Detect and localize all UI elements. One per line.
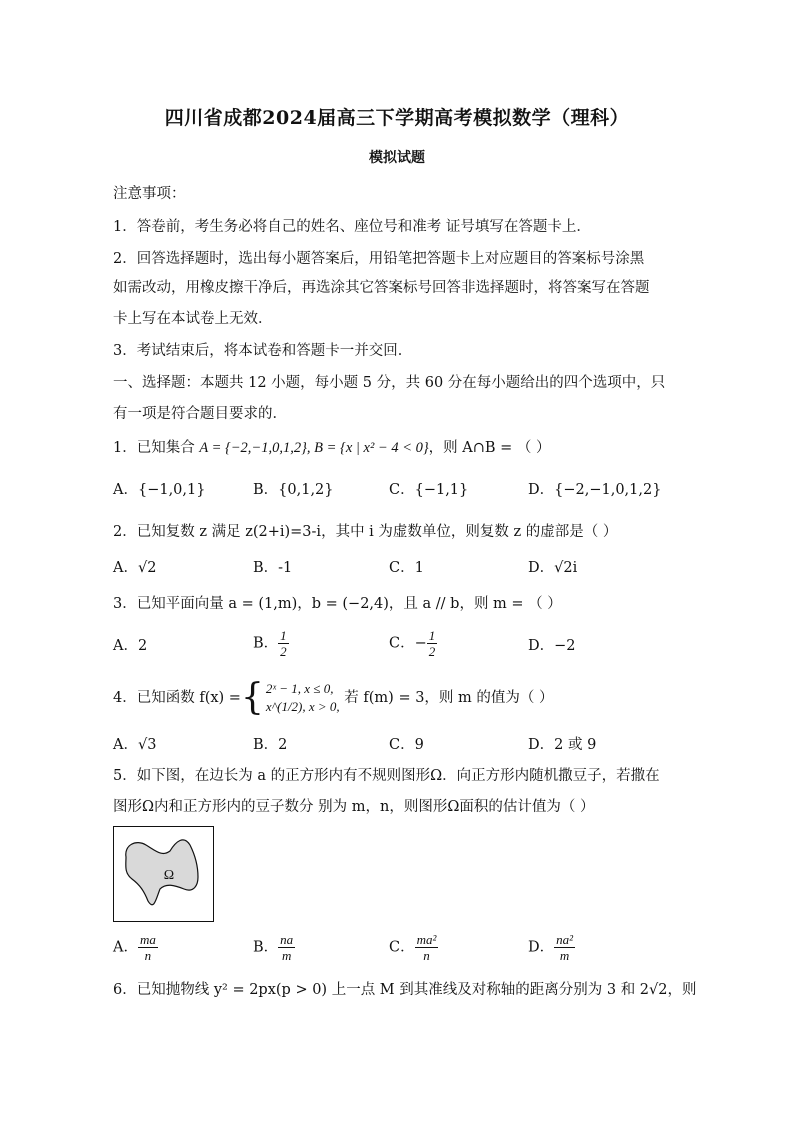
- question-3-stem: 3．已知平面向量 a = (1,m)，b = (−2,4)，且 a // b，则 m = （ ）: [113, 596, 562, 612]
- notice-heading: 注意事项：: [113, 186, 186, 202]
- q2-option-a: A．√2: [113, 560, 157, 576]
- q5-option-b-fraction: [278, 932, 295, 963]
- q4-piecewise-brace: {: [240, 677, 264, 718]
- q4-case-2: x^(1/2), x > 0,: [265, 699, 340, 714]
- section-heading-b: 有一项是符合题目要求的．: [113, 406, 287, 422]
- q1-option-c: C．{−1,1}: [389, 482, 469, 498]
- q3-option-c: [389, 628, 437, 659]
- q1-option-a: A．{−1,0,1}: [113, 482, 206, 498]
- q1-prefix: 1．已知集合: [113, 440, 200, 456]
- q5-square-figure: [113, 826, 214, 922]
- q5-omega-label: Ω: [163, 868, 175, 883]
- q5-b-numerator: na: [280, 932, 294, 947]
- q5-option-d: [528, 932, 575, 963]
- q2-option-c: C．1: [389, 560, 424, 576]
- exam-title: 四川省成都2024届高三下学期高考模拟数学（理科）: [164, 107, 630, 129]
- q2-option-b: B．-1: [253, 560, 293, 576]
- q5-option-c-label: C．: [389, 939, 415, 956]
- q4-prefix: 4．已知函数 f(x) =: [113, 690, 241, 706]
- q5-option-c-fraction: [415, 932, 439, 963]
- q5-a-numerator: ma: [139, 932, 156, 947]
- exam-subtitle: 模拟试题: [369, 150, 425, 166]
- q4-option-d: D．2 或 9: [528, 737, 597, 753]
- notice-item-2c: 卡上写在本试卷上无效．: [113, 311, 273, 327]
- question-4-stem: [113, 677, 554, 719]
- q5-c-denominator: n: [423, 948, 430, 963]
- q3-option-a: A．2: [113, 638, 148, 654]
- q4-piecewise-cases: [266, 680, 340, 716]
- question-1-stem: [113, 438, 551, 458]
- question-2-stem: 2．已知复数 z 满足 z(2+i)=3-i，其中 i 为虚数单位，则复数 z 的虚部是（ ）: [113, 524, 618, 540]
- q3-option-b: [253, 628, 289, 659]
- q5-d-numerator: na²: [556, 932, 574, 947]
- q1-suffix: ，则 A∩B = （ ）: [428, 440, 551, 456]
- q4-option-b: B．2: [253, 737, 288, 753]
- q5-c-numerator: ma²: [416, 932, 437, 947]
- q5-option-b-label: B．: [253, 939, 279, 956]
- q5-option-a-fraction: [138, 932, 158, 963]
- q3-c-numerator: 1: [428, 628, 436, 643]
- notice-item-1: 1．答卷前，考生务必将自己的姓名、座位号和准考 证号填写在答题卡上．: [113, 219, 591, 235]
- q3-option-c-fraction: [427, 628, 438, 659]
- section-heading-a: 一、选择题：本题共 12 小题，每小题 5 分，共 60 分在每小题给出的四个选项中，只: [113, 375, 666, 391]
- q5-option-a: [113, 932, 158, 963]
- q4-case-1: 2ˣ − 1, x ≤ 0,: [265, 681, 334, 696]
- q5-b-denominator: m: [281, 948, 292, 963]
- question-5-stem-a: 5．如下图，在边长为 a 的正方形内有不规则图形Ω．向正方形内随机撒豆子，若撒在: [113, 768, 660, 784]
- q3-b-denominator: 2: [280, 644, 287, 659]
- q1-sets: A = {−2,−1,0,1,2}, B = {x | x² − 4 < 0}: [199, 440, 429, 456]
- q5-option-d-fraction: [554, 932, 575, 963]
- q4-option-c: C．9: [389, 737, 424, 753]
- notice-item-3: 3．考试结束后，将本试卷和答题卡一并交回．: [113, 343, 413, 359]
- q1-option-b: B．{0,1,2}: [253, 482, 334, 498]
- question-5-stem-b: 图形Ω内和正方形内的豆子数分 别为 m，n，则图形Ω面积的估计值为（ ）: [113, 799, 595, 815]
- q2-option-d: D．√2i: [528, 560, 578, 576]
- q3-option-b-label: B．: [253, 635, 279, 652]
- notice-item-2b: 如需改动，用橡皮擦干净后，再选涂其它答案标号回答非选择题时，将答案写在答题: [113, 280, 650, 296]
- q4-option-a: A．√3: [113, 737, 157, 753]
- q3-b-numerator: 1: [280, 628, 287, 643]
- q3-c-denominator: 2: [428, 644, 436, 659]
- q5-option-c: [389, 932, 438, 963]
- q3-option-b-fraction: [278, 628, 289, 659]
- q4-suffix: 若 f(m) = 3，则 m 的值为（ ）: [339, 690, 554, 706]
- notice-item-2a: 2．回答选择题时，选出每小题答案后，用铅笔把答题卡上对应题目的答案标号涂黑: [113, 251, 645, 267]
- question-6-stem: 6．已知抛物线 y² = 2px(p > 0) 上一点 M 到其准线及对称轴的距离分别为 3 和 2√2，则: [113, 982, 697, 998]
- q5-option-a-label: A．: [113, 939, 138, 956]
- q3-option-c-label: C．−: [389, 635, 427, 652]
- q5-option-b: [253, 932, 295, 963]
- q5-irregular-shape: [114, 827, 212, 920]
- q5-a-denominator: n: [144, 948, 152, 963]
- q5-option-d-label: D．: [528, 939, 555, 956]
- q3-option-d: D．−2: [528, 638, 576, 654]
- q1-option-d: D．{−2,−1,0,1,2}: [528, 482, 662, 498]
- q5-d-denominator: m: [559, 948, 570, 963]
